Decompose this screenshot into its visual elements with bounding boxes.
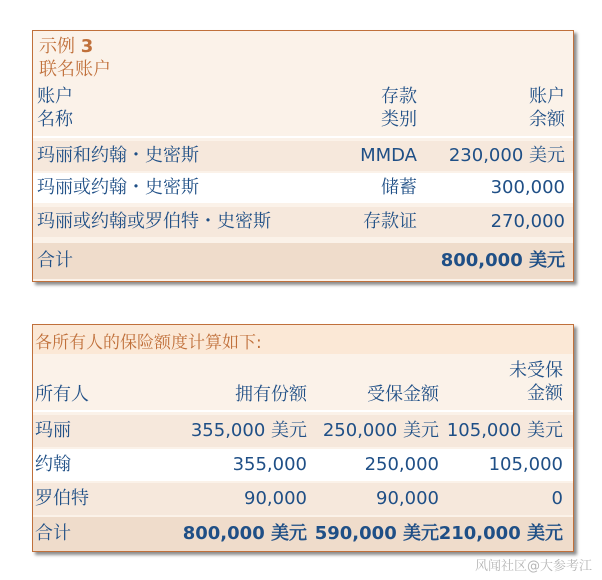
total-uninsured: 210,000 美元: [438, 523, 563, 544]
table-row: [33, 207, 573, 237]
table1-header-row: [33, 85, 573, 135]
uninsured-amount: 105,000: [488, 454, 563, 475]
owner-share: 90,000: [244, 488, 307, 509]
watermark: 风闻社区@大参考江: [474, 559, 592, 574]
total-balance: 800,000 美元: [440, 250, 565, 271]
uninsured-amount: 105,000 美元: [446, 420, 563, 441]
header-share: 拥有份额: [235, 384, 307, 405]
account-balance: 300,000: [490, 177, 565, 198]
table1-total-row: [33, 243, 573, 279]
uninsured-amount: 0: [551, 488, 563, 509]
header-owner: 所有人: [35, 384, 89, 405]
owner-name: 罗伯特: [35, 488, 89, 509]
account-balance: 230,000 美元: [448, 145, 565, 166]
header-uninsured: 未受保 金额: [509, 360, 563, 404]
table2-total-row: [33, 517, 573, 551]
account-name: 玛丽或约翰・史密斯: [37, 177, 199, 198]
table-row: [33, 415, 573, 447]
header-account-name: 账户 名称: [37, 86, 73, 130]
example-title-number: 3: [80, 36, 94, 57]
account-name: 玛丽和约翰・史密斯: [37, 145, 199, 166]
owner-share: 355,000 美元: [190, 420, 307, 441]
total-label: 合计: [35, 523, 71, 544]
total-insured: 590,000 美元: [314, 523, 439, 544]
example-subtitle: 联名账户: [39, 59, 111, 80]
owner-share: 355,000: [232, 454, 307, 475]
header-insured: 受保金额: [367, 384, 439, 405]
insured-amount: 250,000: [364, 454, 439, 475]
deposit-type: 储蓄: [381, 177, 417, 198]
account-name: 玛丽或约翰或罗伯特・史密斯: [37, 211, 271, 232]
account-balance: 270,000: [490, 211, 565, 232]
owner-name: 约翰: [35, 454, 71, 475]
header-account-balance: 账户 余额: [529, 86, 565, 130]
deposit-type: MMDA: [360, 145, 417, 166]
total-label: 合计: [37, 250, 73, 271]
table-row: [33, 483, 573, 515]
header-deposit-type: 存款 类别: [381, 86, 417, 130]
deposit-type: 存款证: [363, 211, 417, 232]
table-row: [33, 141, 573, 171]
owner-name: 玛丽: [35, 420, 71, 441]
example-title-prefix: 示例: [39, 36, 75, 57]
joint-account-example-card: [32, 30, 574, 282]
insured-amount: 250,000 美元: [322, 420, 439, 441]
total-share: 800,000 美元: [182, 523, 307, 544]
insured-amount: 90,000: [376, 488, 439, 509]
table-row: [33, 173, 573, 203]
table-row: [33, 449, 573, 481]
table2-header-row: [33, 355, 573, 409]
insurance-calculation-card: [32, 324, 574, 552]
example-title: [33, 31, 573, 81]
insurance-calc-title: 各所有人的保险额度计算如下:: [33, 325, 573, 354]
